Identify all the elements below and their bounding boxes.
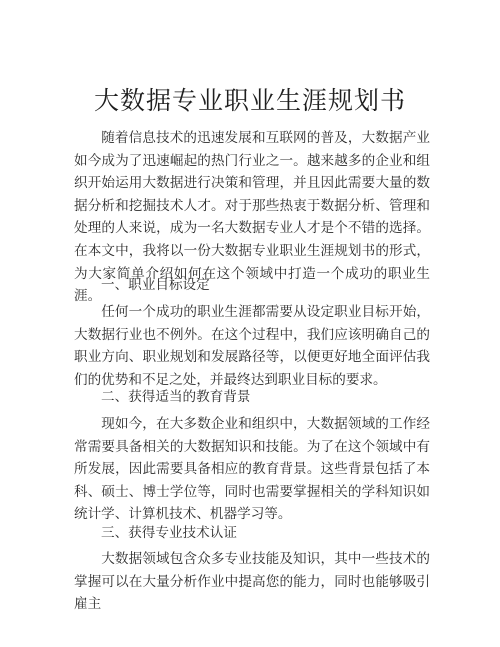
section-2-paragraph: 现如今，在大多数企业和组织中，大数据领域的工作经常需要具备相关的大数据知识和技能。为了在这个领域中有所发展，因此需要具备相应的教育背景。这些背景包括了本科、硕士、博士学位等，同时也需要掌握相关的学科知识如统计学、计算机技术、机器学习等。 [74, 416, 430, 523]
section-3-block [74, 548, 430, 616]
intro-paragraph: 随着信息技术的迅速发展和互联网的普及，大数据产业如今成为了迅速崛起的热门行业之一。越来越多的企业和组织开始运用大数据进行决策和管理，并且因此需要大量的数据分析和挖掘技术人才。对于那些热衷于数据分析、管理和处理的人来说，成为一名大数据专业人才是个不错的选择。在本文中，我将以一份大数据专业职业生涯规划书的形式，为大家简单介绍如何在这个领域中打造一个成功的职业生涯。 [74, 130, 430, 305]
section-2-heading: 二、获得适当的教育背景 [101, 389, 251, 405]
section-3-heading: 三、获得专业技术认证 [101, 525, 237, 541]
section-1-heading: 一、职业目标设定 [101, 277, 210, 293]
section-3-paragraph: 大数据领域包含众多专业技能及知识，其中一些技术的掌握可以在大量分析作业中提高您的能力，同时也能够吸引雇主 [74, 551, 430, 613]
section-1-paragraph: 任何一个成功的职业生涯都需要从设定职业目标开始，大数据行业也不例外。在这个过程中，我们应该明确自己的职业方向、职业规划和发展路径等，以便更好地全面评估我们的优势和不足之处，并最终达到职业目标的要求。 [74, 304, 430, 388]
document-title: 大数据专业职业生涯规划书 [93, 86, 406, 115]
section-2-block [74, 413, 430, 526]
section-1-block [74, 301, 430, 391]
